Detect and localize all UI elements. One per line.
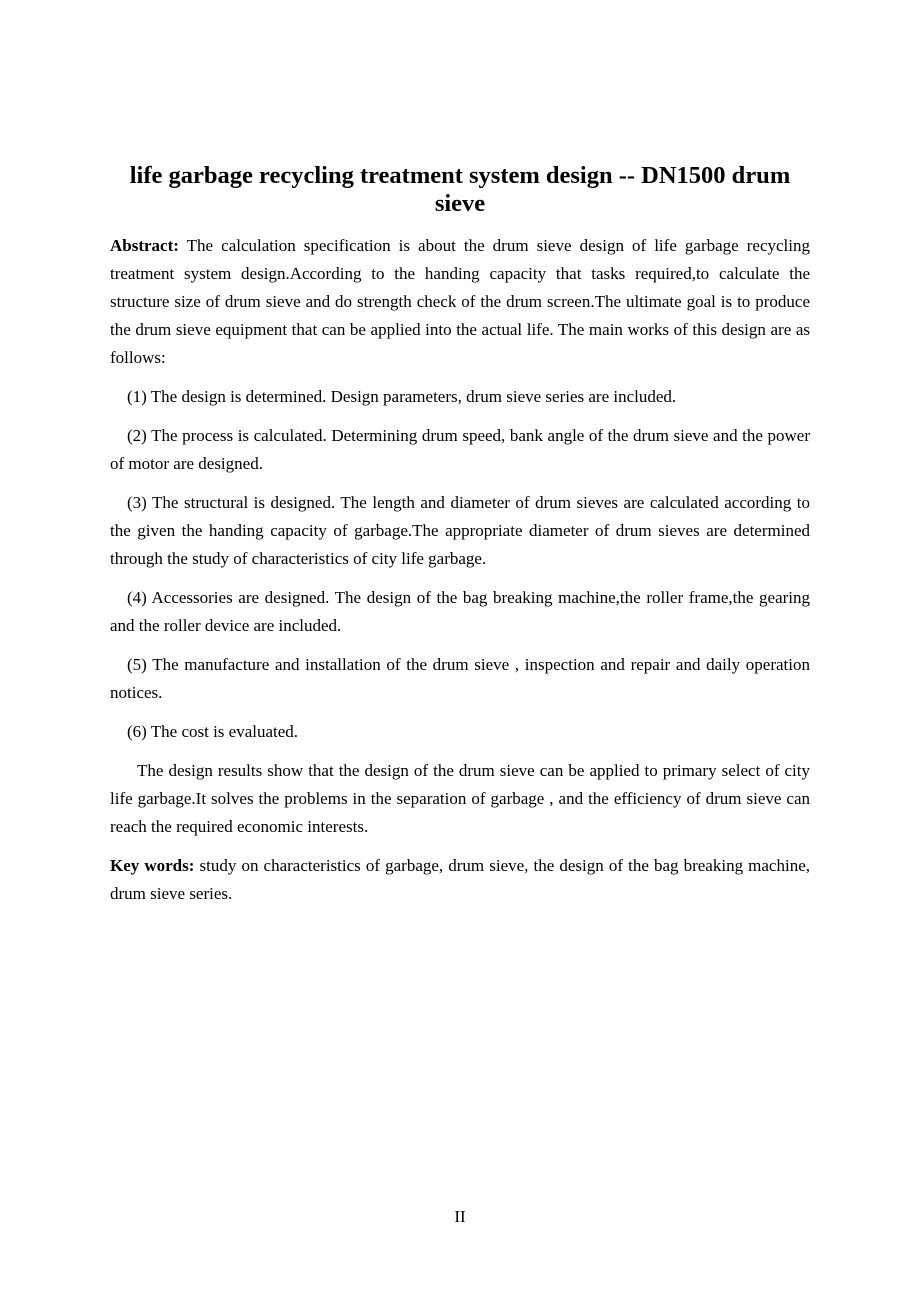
- document-title: life garbage recycling treatment system design -- DN1500 drum sieve: [129, 162, 791, 217]
- abstract-paragraph: [110, 232, 810, 372]
- abstract-body: [110, 232, 810, 919]
- abstract-label: Abstract:: [110, 236, 179, 255]
- keywords-label: Key words:: [110, 856, 195, 875]
- work-item-3: (3) The structural is designed. The length and diameter of drum sieves are calculated according to the given the handing capacity of garbage.The appropriate diameter of drum sieves are determined through the study of characteristics of city life garbage.: [110, 493, 810, 568]
- work-item-6: (6) The cost is evaluated.: [127, 722, 299, 741]
- conclusion-paragraph: The design results show that the design of the drum sieve can be applied to primary select of city life garbage.It solves the problems in the separation of garbage , and the efficiency of drum sieve can reach the required economic interests.: [110, 761, 810, 836]
- abstract-text: The calculation specification is about the drum sieve design of life garbage recycling treatment system design.According to the handing capacity that tasks required,to calculate the structure size of drum sieve and do strength check of the drum screen.The ultimate goal is to produce the drum sieve equipment that can be applied into the actual life. The main works of this design are as follows:: [110, 236, 810, 367]
- keywords-text: study on characteristics of garbage, drum sieve, the design of the bag breaking machine, drum sieve series.: [110, 856, 810, 903]
- keywords-paragraph: [110, 852, 810, 908]
- work-item-4: (4) Accessories are designed. The design of the bag breaking machine,the roller frame,the gearing and the roller device are included.: [110, 588, 810, 635]
- page-number: II: [454, 1207, 466, 1226]
- work-item-2: (2) The process is calculated. Determining drum speed, bank angle of the drum sieve and the power of motor are designed.: [110, 426, 810, 473]
- work-item-1: (1) The design is determined. Design parameters, drum sieve series are included.: [127, 387, 677, 406]
- work-item-5: (5) The manufacture and installation of the drum sieve , inspection and repair and daily operation notices.: [110, 655, 810, 702]
